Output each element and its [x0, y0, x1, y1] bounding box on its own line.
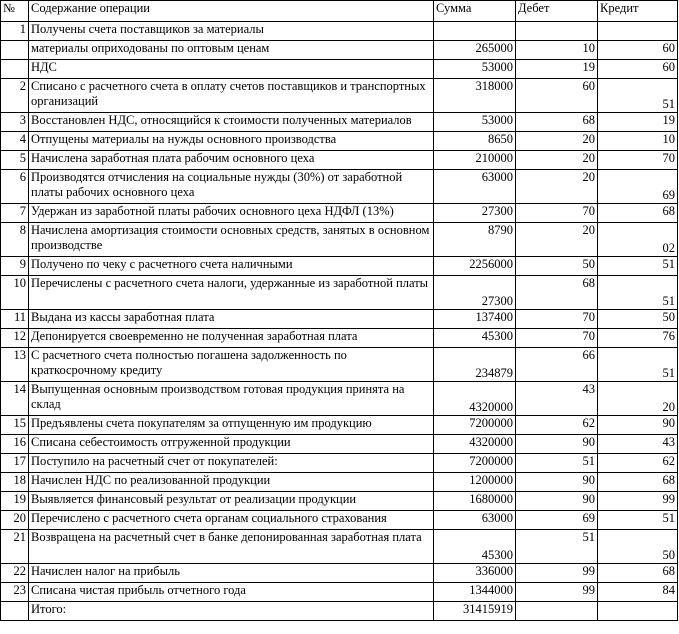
- table-row: [1, 79, 678, 113]
- row-debit: 20: [516, 132, 598, 151]
- row-sum: 137400: [434, 310, 516, 329]
- row-debit: [516, 22, 598, 41]
- row-number: 3: [1, 113, 29, 132]
- row-number: 10: [1, 276, 29, 310]
- row-credit: 62: [598, 454, 678, 473]
- total-debit-cell: [516, 602, 598, 621]
- row-debit: 70: [516, 204, 598, 223]
- row-number: 22: [1, 564, 29, 583]
- row-description: Начислена амортизация стоимости основных средств, занятых в основном производстве: [29, 223, 434, 257]
- row-sum: 1200000: [434, 473, 516, 492]
- row-credit: 76: [598, 329, 678, 348]
- row-debit: 20: [516, 151, 598, 170]
- row-number: 23: [1, 583, 29, 602]
- table-row: [1, 113, 678, 132]
- row-debit: 70: [516, 329, 598, 348]
- row-sum: 8790: [434, 223, 516, 257]
- row-sum: 45300: [434, 329, 516, 348]
- row-description: материалы оприходованы по оптовым ценам: [29, 41, 434, 60]
- row-debit: 66: [516, 348, 598, 382]
- row-number: 12: [1, 329, 29, 348]
- row-description: Производятся отчисления на социальные нужды (30%) от заработной платы рабочих основного цеха: [29, 170, 434, 204]
- row-debit: 70: [516, 310, 598, 329]
- table-row: [1, 583, 678, 602]
- row-credit: 50: [598, 310, 678, 329]
- row-description: Поступило на расчетный счет от покупателей:: [29, 454, 434, 473]
- row-number: 1: [1, 22, 29, 41]
- row-number: 21: [1, 530, 29, 564]
- row-number: 15: [1, 416, 29, 435]
- row-number: 16: [1, 435, 29, 454]
- row-debit: 50: [516, 257, 598, 276]
- header-number: №: [1, 1, 29, 22]
- row-description: Начислен НДС по реализованной продукции: [29, 473, 434, 492]
- table-row: [1, 530, 678, 564]
- row-description: Выпущенная основным производством готовая продукция принята на склад: [29, 382, 434, 416]
- header-sum: Сумма: [434, 1, 516, 22]
- row-sum: 4320000: [434, 382, 516, 416]
- table-row: [1, 454, 678, 473]
- row-credit: 20: [598, 382, 678, 416]
- row-debit: 68: [516, 113, 598, 132]
- row-sum: 27300: [434, 276, 516, 310]
- row-credit: 50: [598, 530, 678, 564]
- row-description: Начислена заработная плата рабочим основного цеха: [29, 151, 434, 170]
- table-row: [1, 276, 678, 310]
- row-debit: 99: [516, 583, 598, 602]
- row-debit: 43: [516, 382, 598, 416]
- table-row: [1, 151, 678, 170]
- row-sum: 53000: [434, 113, 516, 132]
- row-sum: 27300: [434, 204, 516, 223]
- table-row: [1, 511, 678, 530]
- row-credit: 68: [598, 204, 678, 223]
- row-sum: 1344000: [434, 583, 516, 602]
- table-row: [1, 310, 678, 329]
- row-number: [1, 60, 29, 79]
- row-number: 4: [1, 132, 29, 151]
- table-row: [1, 223, 678, 257]
- row-sum: 210000: [434, 151, 516, 170]
- table-row: [1, 204, 678, 223]
- row-description: Списана себестоимость отгруженной продукции: [29, 435, 434, 454]
- row-description: Перечислены с расчетного счета налоги, удержанные из заработной платы: [29, 276, 434, 310]
- row-description: Выявляется финансовый результат от реализации продукции: [29, 492, 434, 511]
- row-sum: 336000: [434, 564, 516, 583]
- row-description: Депонируется своевременно не полученная заработная плата: [29, 329, 434, 348]
- row-number: 7: [1, 204, 29, 223]
- row-debit: 51: [516, 530, 598, 564]
- row-credit: 51: [598, 79, 678, 113]
- row-description: Списана чистая прибыль отчетного года: [29, 583, 434, 602]
- row-number: 5: [1, 151, 29, 170]
- row-number: 9: [1, 257, 29, 276]
- row-sum: 63000: [434, 511, 516, 530]
- row-credit: 19: [598, 113, 678, 132]
- table-row: [1, 348, 678, 382]
- row-number: 2: [1, 79, 29, 113]
- row-credit: 02: [598, 223, 678, 257]
- row-credit: 84: [598, 583, 678, 602]
- row-number: 20: [1, 511, 29, 530]
- row-sum: 4320000: [434, 435, 516, 454]
- row-debit: 90: [516, 435, 598, 454]
- table-row: [1, 41, 678, 60]
- row-credit: 10: [598, 132, 678, 151]
- row-debit: 60: [516, 79, 598, 113]
- row-debit: 62: [516, 416, 598, 435]
- row-debit: 69: [516, 511, 598, 530]
- row-sum: [434, 22, 516, 41]
- row-credit: 60: [598, 41, 678, 60]
- row-number: 6: [1, 170, 29, 204]
- table-body: [1, 22, 678, 602]
- table-row: [1, 257, 678, 276]
- row-description: Удержан из заработной платы рабочих основного цеха НДФЛ (13%): [29, 204, 434, 223]
- row-number: 18: [1, 473, 29, 492]
- row-sum: 53000: [434, 60, 516, 79]
- row-credit: [598, 22, 678, 41]
- row-number: 11: [1, 310, 29, 329]
- row-description: Списано с расчетного счета в оплату счетов поставщиков и транспортных организаций: [29, 79, 434, 113]
- row-credit: 60: [598, 60, 678, 79]
- row-number: 13: [1, 348, 29, 382]
- row-number: 19: [1, 492, 29, 511]
- header-credit: Кредит: [598, 1, 678, 22]
- total-credit-cell: [598, 602, 678, 621]
- row-debit: 68: [516, 276, 598, 310]
- total-row: [1, 602, 678, 621]
- row-description: Предъявлены счета покупателям за отпущенную им продукцию: [29, 416, 434, 435]
- header-description: Содержание операции: [29, 1, 434, 22]
- row-debit: 20: [516, 223, 598, 257]
- row-debit: 99: [516, 564, 598, 583]
- row-credit: 51: [598, 276, 678, 310]
- row-sum: 7200000: [434, 454, 516, 473]
- row-description: Получено по чеку с расчетного счета наличными: [29, 257, 434, 276]
- header-row: [1, 1, 678, 22]
- row-credit: 68: [598, 473, 678, 492]
- row-debit: 19: [516, 60, 598, 79]
- table-row: [1, 22, 678, 41]
- row-debit: 10: [516, 41, 598, 60]
- table-row: [1, 473, 678, 492]
- row-sum: 7200000: [434, 416, 516, 435]
- row-sum: 45300: [434, 530, 516, 564]
- row-credit: 51: [598, 257, 678, 276]
- row-sum: 63000: [434, 170, 516, 204]
- row-description: Получены счета поставщиков за материалы: [29, 22, 434, 41]
- row-credit: 51: [598, 511, 678, 530]
- total-sum: 31415919: [434, 602, 516, 621]
- row-debit: 90: [516, 492, 598, 511]
- row-number: 17: [1, 454, 29, 473]
- row-sum: 8650: [434, 132, 516, 151]
- header-debit: Дебет: [516, 1, 598, 22]
- row-credit: 99: [598, 492, 678, 511]
- table-row: [1, 492, 678, 511]
- table-row: [1, 382, 678, 416]
- row-number: [1, 41, 29, 60]
- table-row: [1, 435, 678, 454]
- table-row: [1, 60, 678, 79]
- table-row: [1, 132, 678, 151]
- table-row: [1, 564, 678, 583]
- table-row: [1, 329, 678, 348]
- table-row: [1, 170, 678, 204]
- row-number: 14: [1, 382, 29, 416]
- table-row: [1, 416, 678, 435]
- row-description: Отпущены материалы на нужды основного производства: [29, 132, 434, 151]
- total-number-cell: [1, 602, 29, 621]
- row-debit: 20: [516, 170, 598, 204]
- row-debit: 51: [516, 454, 598, 473]
- row-sum: 234879: [434, 348, 516, 382]
- row-sum: 1680000: [434, 492, 516, 511]
- row-credit: 69: [598, 170, 678, 204]
- row-description: Начислен налог на прибыль: [29, 564, 434, 583]
- row-description: Восстановлен НДС, относящийся к стоимости полученных материалов: [29, 113, 434, 132]
- row-sum: 318000: [434, 79, 516, 113]
- row-description: С расчетного счета полностью погашена задолженность по краткосрочному кредиту: [29, 348, 434, 382]
- row-description: Выдана из кассы заработная плата: [29, 310, 434, 329]
- row-credit: 68: [598, 564, 678, 583]
- row-credit: 51: [598, 348, 678, 382]
- row-credit: 43: [598, 435, 678, 454]
- row-description: Возвращена на расчетный счет в банке депонированная заработная плата: [29, 530, 434, 564]
- row-credit: 70: [598, 151, 678, 170]
- row-number: 8: [1, 223, 29, 257]
- row-sum: 2256000: [434, 257, 516, 276]
- row-credit: 90: [598, 416, 678, 435]
- row-description: НДС: [29, 60, 434, 79]
- row-sum: 265000: [434, 41, 516, 60]
- total-label: Итого:: [29, 602, 434, 621]
- row-description: Перечислено с расчетного счета органам социального страхования: [29, 511, 434, 530]
- row-debit: 90: [516, 473, 598, 492]
